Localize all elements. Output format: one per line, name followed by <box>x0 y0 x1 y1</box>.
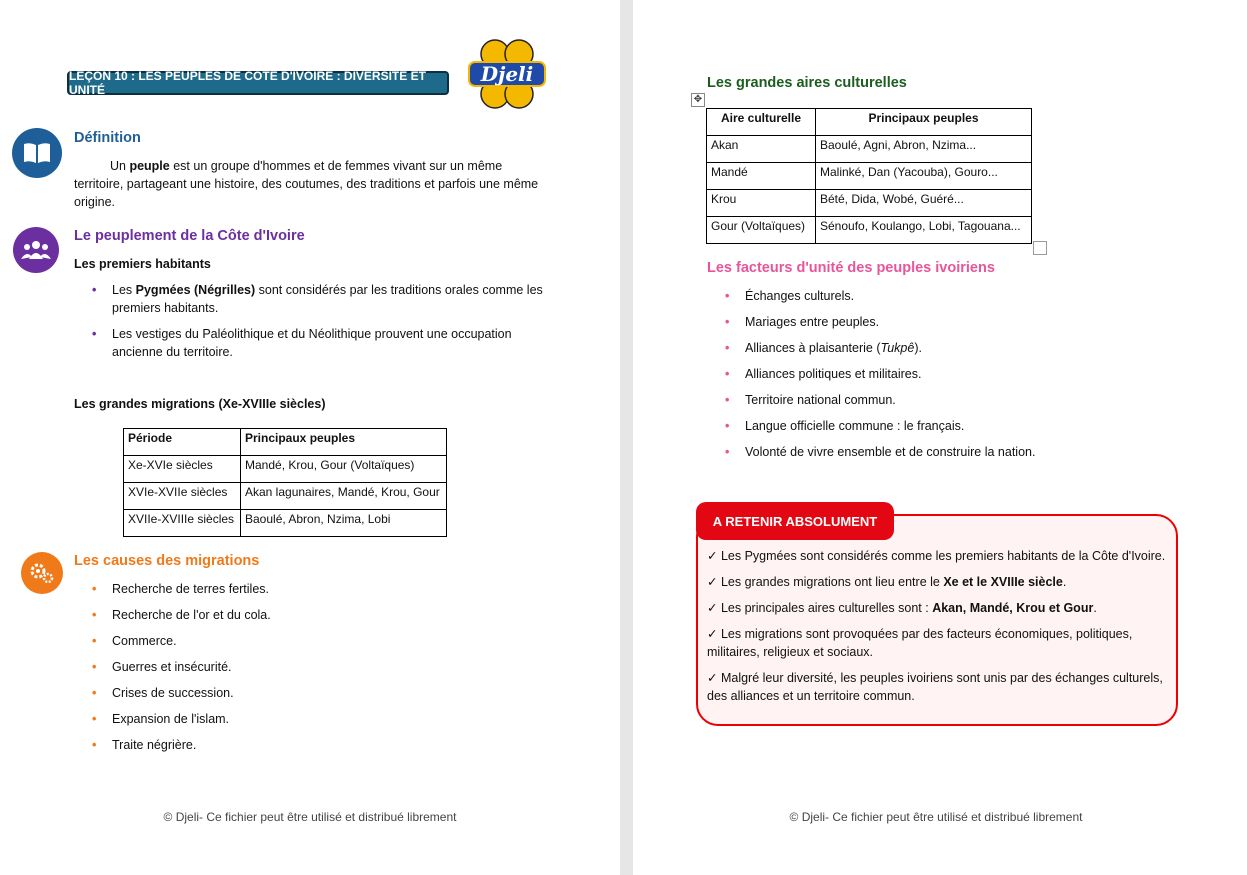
table-cell: Akan <box>707 136 816 163</box>
table-cell: Malinké, Dan (Yacouba), Gouro... <box>816 163 1032 190</box>
table-row <box>707 190 1032 217</box>
list-item: • Crises de succession. <box>92 686 234 700</box>
djeli-logo <box>465 38 549 110</box>
table-cell: XVIIe-XVIIIe siècles <box>124 510 241 537</box>
list-item: • Recherche de l'or et du cola. <box>92 608 271 622</box>
table-cell: XVIe-XVIIe siècles <box>124 483 241 510</box>
table-cell: Baoulé, Agni, Abron, Nzima... <box>816 136 1032 163</box>
causes-heading: Les causes des migrations <box>74 553 260 569</box>
definition-text: Un peuple est un groupe d'hommes et de femmes vivant sur un même territoire, partageant une histoire, des coutumes, des traditions et parfois une même origine. <box>74 159 539 209</box>
premiers-habitants-list <box>74 281 544 369</box>
definition-heading: Définition <box>74 130 141 146</box>
people-icon <box>13 227 59 273</box>
peuplement-heading: Le peuplement de la Côte d'Ivoire <box>74 228 305 244</box>
retenir-line-3: ✓ Les principales aires culturelles sont : Akan, Mandé, Krou et Gour. <box>707 601 1097 615</box>
table-cell: Gour (Voltaïques) <box>707 217 816 244</box>
table-header: Principaux peuples <box>816 109 1032 136</box>
table-cell: Krou <box>707 190 816 217</box>
list-item: • Les Pygmées (Négrilles) sont considérés par les traditions orales comme les premiers habitants. <box>92 283 543 315</box>
retenir-line-4: ✓ Les migrations sont provoquées par des facteurs économiques, politiques, militaires, religieux et sociaux. <box>707 627 1133 659</box>
list-item: • Les vestiges du Paléolithique et du Néolithique prouvent une occupation ancienne du territoire. <box>92 327 512 359</box>
list-item: • Guerres et insécurité. <box>92 660 232 674</box>
logo-text: Djeli <box>480 62 534 86</box>
list-item: • Langue officielle commune : le français. <box>725 419 965 433</box>
lesson-title: LEÇON 10 : LES PEUPLES DE CÔTE D'IVOIRE : DIVERSITÉ ET UNITÉ <box>67 71 449 95</box>
facteurs-heading: Les facteurs d'unité des peuples ivoiriens <box>707 260 995 276</box>
table-cell: Mandé, Krou, Gour (Voltaïques) <box>241 456 447 483</box>
table-cell: Bété, Dida, Wobé, Guéré... <box>816 190 1032 217</box>
table-row <box>124 483 447 510</box>
page-footer: © Djeli- Ce fichier peut être utilisé et distribué librement <box>163 810 457 824</box>
table-row <box>124 456 447 483</box>
list-item: • Territoire national commun. <box>725 393 896 407</box>
table-row <box>124 510 447 537</box>
page-2 <box>633 0 1247 875</box>
aires-table <box>706 108 1032 244</box>
table-header: Aire culturelle <box>707 109 816 136</box>
table-row <box>707 217 1032 244</box>
table-cell: Baoulé, Abron, Nzima, Lobi <box>241 510 447 537</box>
table-cell: Xe-XVIe siècles <box>124 456 241 483</box>
gears-icon <box>21 552 63 594</box>
table-resize-handle[interactable] <box>1033 241 1047 255</box>
list-item: • Recherche de terres fertiles. <box>92 582 270 596</box>
book-icon <box>12 128 62 178</box>
list-item: • Commerce. <box>92 634 177 648</box>
table-cell: Akan lagunaires, Mandé, Krou, Gour <box>241 483 447 510</box>
retenir-title: A RETENIR ABSOLUMENT <box>696 502 894 540</box>
page-footer: © Djeli- Ce fichier peut être utilisé et distribué librement <box>789 810 1083 824</box>
table-header: Principaux peuples <box>241 429 447 456</box>
retenir-line-5: ✓ Malgré leur diversité, les peuples ivoiriens sont unis par des échanges culturels, des alliances et un territoire commun. <box>707 671 1163 703</box>
aires-heading: Les grandes aires culturelles <box>707 75 907 91</box>
list-item: • Échanges culturels. <box>725 289 855 303</box>
table-cell: Sénoufo, Koulango, Lobi, Tagouana... <box>816 217 1032 244</box>
list-item: • Mariages entre peuples. <box>725 315 880 329</box>
page-1 <box>0 0 620 875</box>
list-item: • Volonté de vivre ensemble et de construire la nation. <box>725 445 1036 459</box>
premiers-habitants-subheading: Les premiers habitants <box>74 257 211 271</box>
list-item: • Alliances à plaisanterie (Tukpê). <box>725 341 922 355</box>
facteurs-list <box>707 287 1187 469</box>
retenir-line-2: ✓ Les grandes migrations ont lieu entre le Xe et le XVIIIe siècle. <box>707 575 1067 589</box>
table-move-handle-icon[interactable]: ✥ <box>691 93 705 107</box>
list-item: • Alliances politiques et militaires. <box>725 367 922 381</box>
table-cell: Mandé <box>707 163 816 190</box>
list-item: • Expansion de l'islam. <box>92 712 230 726</box>
list-item: • Traite négrière. <box>92 738 197 752</box>
table-row <box>707 163 1032 190</box>
migrations-subheading: Les grandes migrations (Xe-XVIIIe siècles) <box>74 397 326 411</box>
causes-list <box>74 580 544 762</box>
migrations-table <box>123 428 447 537</box>
table-header: Période <box>124 429 241 456</box>
retenir-line-1: ✓ Les Pygmées sont considérés comme les premiers habitants de la Côte d'Ivoire. <box>707 549 1166 563</box>
table-row <box>707 136 1032 163</box>
